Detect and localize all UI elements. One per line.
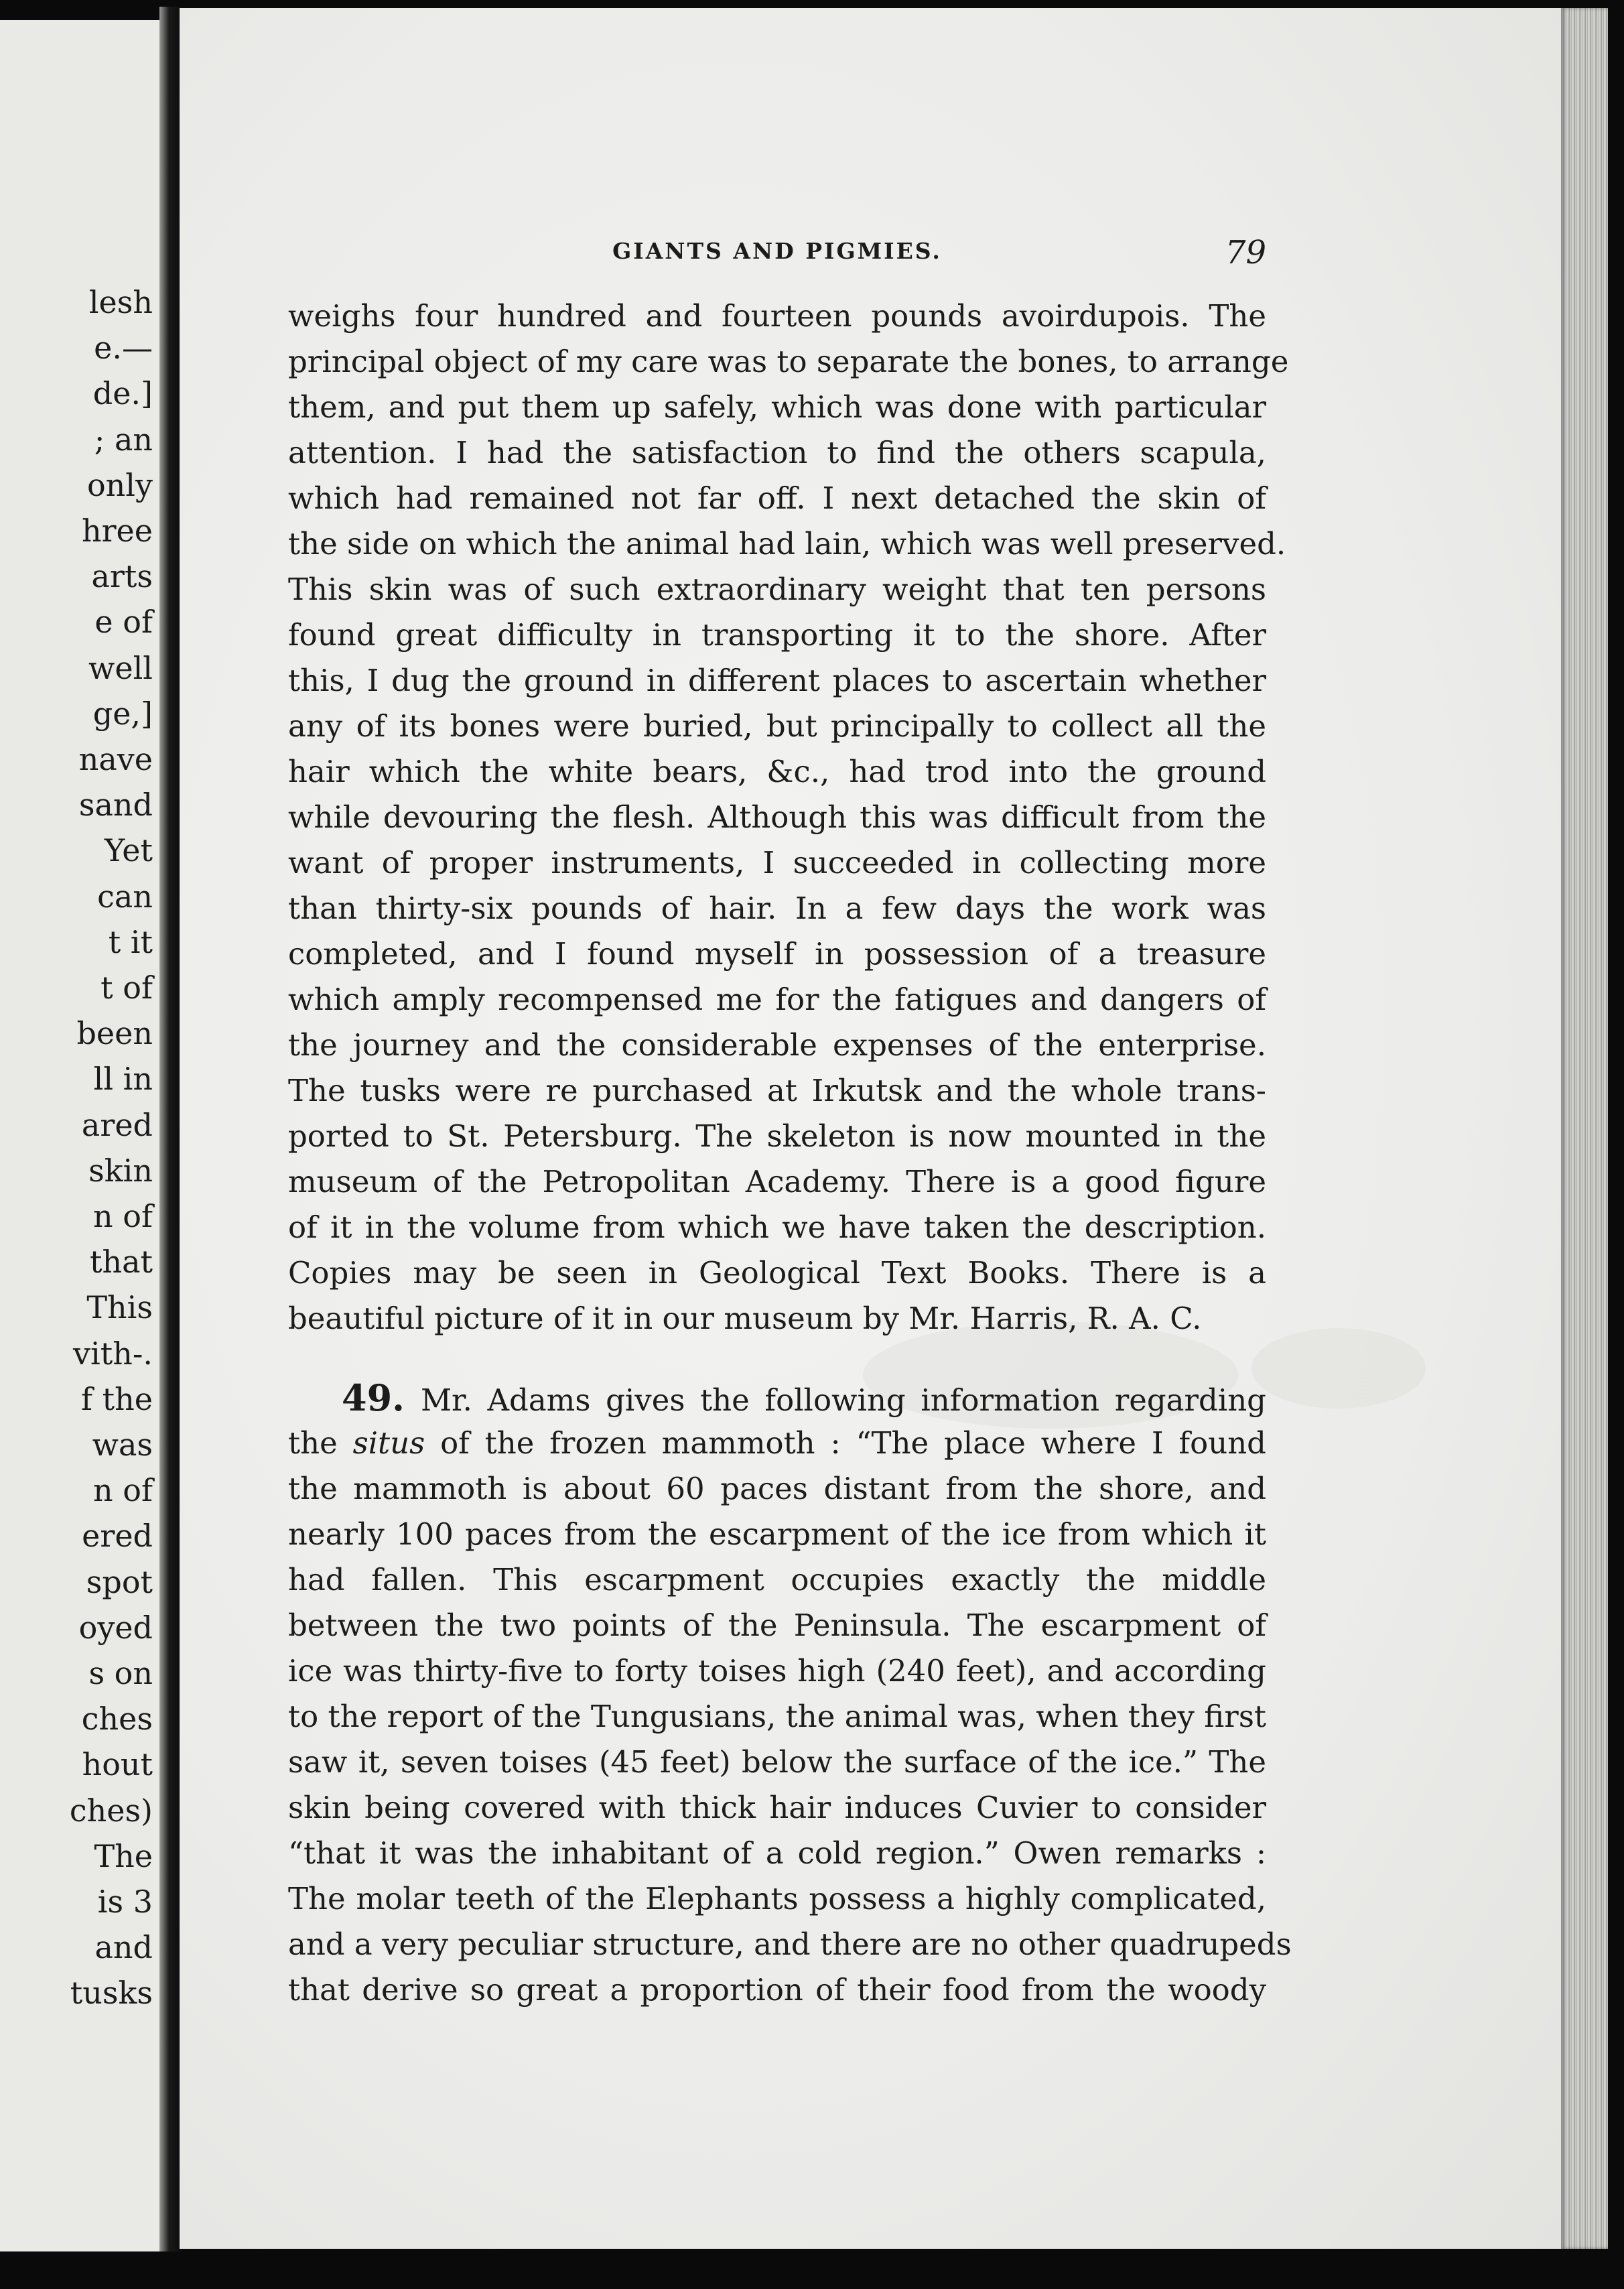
text-line: found great difficulty in transporting it to the shore. After: [288, 617, 1266, 653]
left-page-fragment: ches): [69, 1792, 153, 1829]
text-line: had fallen. This escarpment occupies exactly the middle: [288, 1562, 1266, 1597]
text-line: this, I dug the ground in different places to ascertain whether: [288, 663, 1266, 698]
text-line: Copies may be seen in Geological Text Books. There is a: [288, 1255, 1266, 1291]
page-stain: [1251, 1328, 1426, 1409]
left-page-fragment: ared: [81, 1106, 153, 1143]
text-line: museum of the Petropolitan Academy. There is a good figure: [288, 1164, 1266, 1199]
left-page-fragment: hree: [81, 513, 153, 549]
left-page-fragment: that: [89, 1244, 153, 1281]
text-line: ported to St. Petersburg. The skeleton is now mounted in the: [288, 1118, 1266, 1154]
text-line: skin being covered with thick hair induces Cuvier to consider: [288, 1790, 1266, 1825]
text-fragment: of the frozen mammoth : “The place where I found: [425, 1425, 1266, 1461]
paragraph-1: [288, 293, 1289, 1342]
text-line: [288, 1421, 1266, 1466]
left-page-fragment: tusks: [70, 1975, 153, 2012]
left-page-fragment: e of: [94, 604, 153, 641]
text-line: ice was thirty-five to forty toises high (240 feet), and according: [288, 1653, 1266, 1689]
left-page-fragment: de.]: [92, 375, 153, 412]
left-page-fragment: t of: [100, 970, 153, 1006]
text-line: the side on which the animal had lain, which was well preserved.: [288, 526, 1286, 562]
text-fragment: Mr. Adams gives the following information regarding: [420, 1382, 1266, 1418]
text-line: to the report of the Tungusians, the animal was, when they first: [288, 1699, 1266, 1734]
italic-term: situs: [352, 1425, 425, 1461]
left-page-fragment: ered: [82, 1518, 153, 1555]
left-page-fragment: vith-.: [73, 1335, 153, 1372]
left-page-fragment: can: [97, 878, 153, 915]
paragraph-2: [288, 1375, 1292, 2013]
text-line: [288, 1375, 1266, 1421]
left-page-fragment: ge,]: [92, 695, 153, 732]
left-page-fragment: s on: [88, 1655, 153, 1691]
text-line: the journey and the considerable expenses of the enterprise.: [288, 1027, 1266, 1063]
text-line: beautiful picture of it in our museum by Mr. Harris, R. A. C.: [288, 1301, 1202, 1336]
left-page-fragment: e.—: [94, 330, 153, 367]
text-line: any of its bones were buried, but principally to collect all the: [288, 708, 1266, 744]
facing-page-left: [0, 20, 161, 2251]
text-line: than thirty-six pounds of hair. In a few days the work was: [288, 891, 1266, 926]
text-line: This skin was of such extraordinary weight that ten persons: [288, 572, 1266, 607]
left-page-fragment: lesh: [88, 284, 153, 320]
left-page-fragment: n of: [93, 1472, 153, 1509]
text-line: them, and put them up safely, which was done with particular: [288, 389, 1266, 425]
text-line: of it in the volume from which we have taken the description.: [288, 1209, 1266, 1245]
left-page-fragment: The: [94, 1837, 153, 1874]
running-head: GIANTS AND PIGMIES.: [612, 238, 942, 264]
text-line: want of proper instruments, I succeeded in collecting more: [288, 845, 1266, 880]
text-line: saw it, seven toises (45 feet) below the surface of the ice.” The: [288, 1744, 1266, 1780]
left-page-fragment: been: [76, 1015, 153, 1052]
text-line: between the two points of the Peninsula. The escarpment of: [288, 1608, 1266, 1643]
left-page-fragment: skin: [88, 1152, 153, 1189]
text-line: while devouring the flesh. Although this was difficult from the: [288, 799, 1266, 835]
left-page-fragment: This: [86, 1289, 153, 1326]
body-text: [288, 293, 1292, 2013]
text-line: which amply recompensed me for the fatigues and dangers of: [288, 982, 1266, 1017]
page-header: [288, 234, 1266, 278]
text-line: The tusks were re purchased at Irkutsk and the whole trans-: [288, 1073, 1266, 1108]
left-page-fragment: f the: [81, 1380, 153, 1417]
left-page-fragment: ches: [81, 1701, 153, 1738]
left-page-fragment: nave: [78, 741, 153, 777]
paragraph-number: 49.: [342, 1376, 405, 1419]
left-page-fragment: and: [94, 1929, 153, 1966]
left-page-fragment: was: [92, 1427, 153, 1463]
left-page-fragment: Yet: [104, 832, 153, 869]
left-page-fragment: sand: [78, 787, 153, 824]
left-page-fragment: only: [86, 466, 153, 503]
text-line: “that it was the inhabitant of a cold region.” Owen remarks :: [288, 1835, 1266, 1871]
left-page-fragment: ll in: [93, 1061, 153, 1098]
page-number: 79: [1225, 234, 1266, 271]
text-line: The molar teeth of the Elephants possess a highly complicated,: [288, 1881, 1266, 1916]
left-page-fragment: hout: [82, 1746, 153, 1783]
text-line: which had remained not far off. I next detached the skin of: [288, 480, 1266, 516]
left-page-fragment: ; an: [94, 421, 153, 458]
text-line: principal object of my care was to separate the bones, to arrange: [288, 344, 1289, 379]
left-page-fragment: arts: [91, 558, 153, 595]
left-page-fragment: is 3: [97, 1884, 153, 1920]
text-line: completed, and I found myself in possession of a treasure: [288, 936, 1266, 972]
left-page-fragment: n of: [93, 1198, 153, 1234]
text-line: the mammoth is about 60 paces distant from the shore, and: [288, 1471, 1266, 1506]
left-page-fragment: oyed: [78, 1609, 153, 1646]
text-line: that derive so great a proportion of their food from the woody: [288, 1972, 1266, 2008]
text-line: nearly 100 paces from the escarpment of the ice from which it: [288, 1516, 1266, 1552]
text-line: hair which the white bears, &c., had trod into the ground: [288, 754, 1266, 789]
text-line: weighs four hundred and fourteen pounds avoirdupois. The: [288, 298, 1266, 334]
page-edges: [1561, 8, 1608, 2249]
left-page-fragment: spot: [86, 1563, 153, 1600]
text-line: attention. I had the satisfaction to find the others scapula,: [288, 435, 1266, 470]
left-page-fragment: well: [88, 649, 153, 686]
text-line: and a very peculiar structure, and there are no other quadrupeds: [288, 1926, 1292, 1962]
text-fragment: the: [288, 1425, 353, 1461]
left-page-fragment: t it: [108, 923, 153, 960]
